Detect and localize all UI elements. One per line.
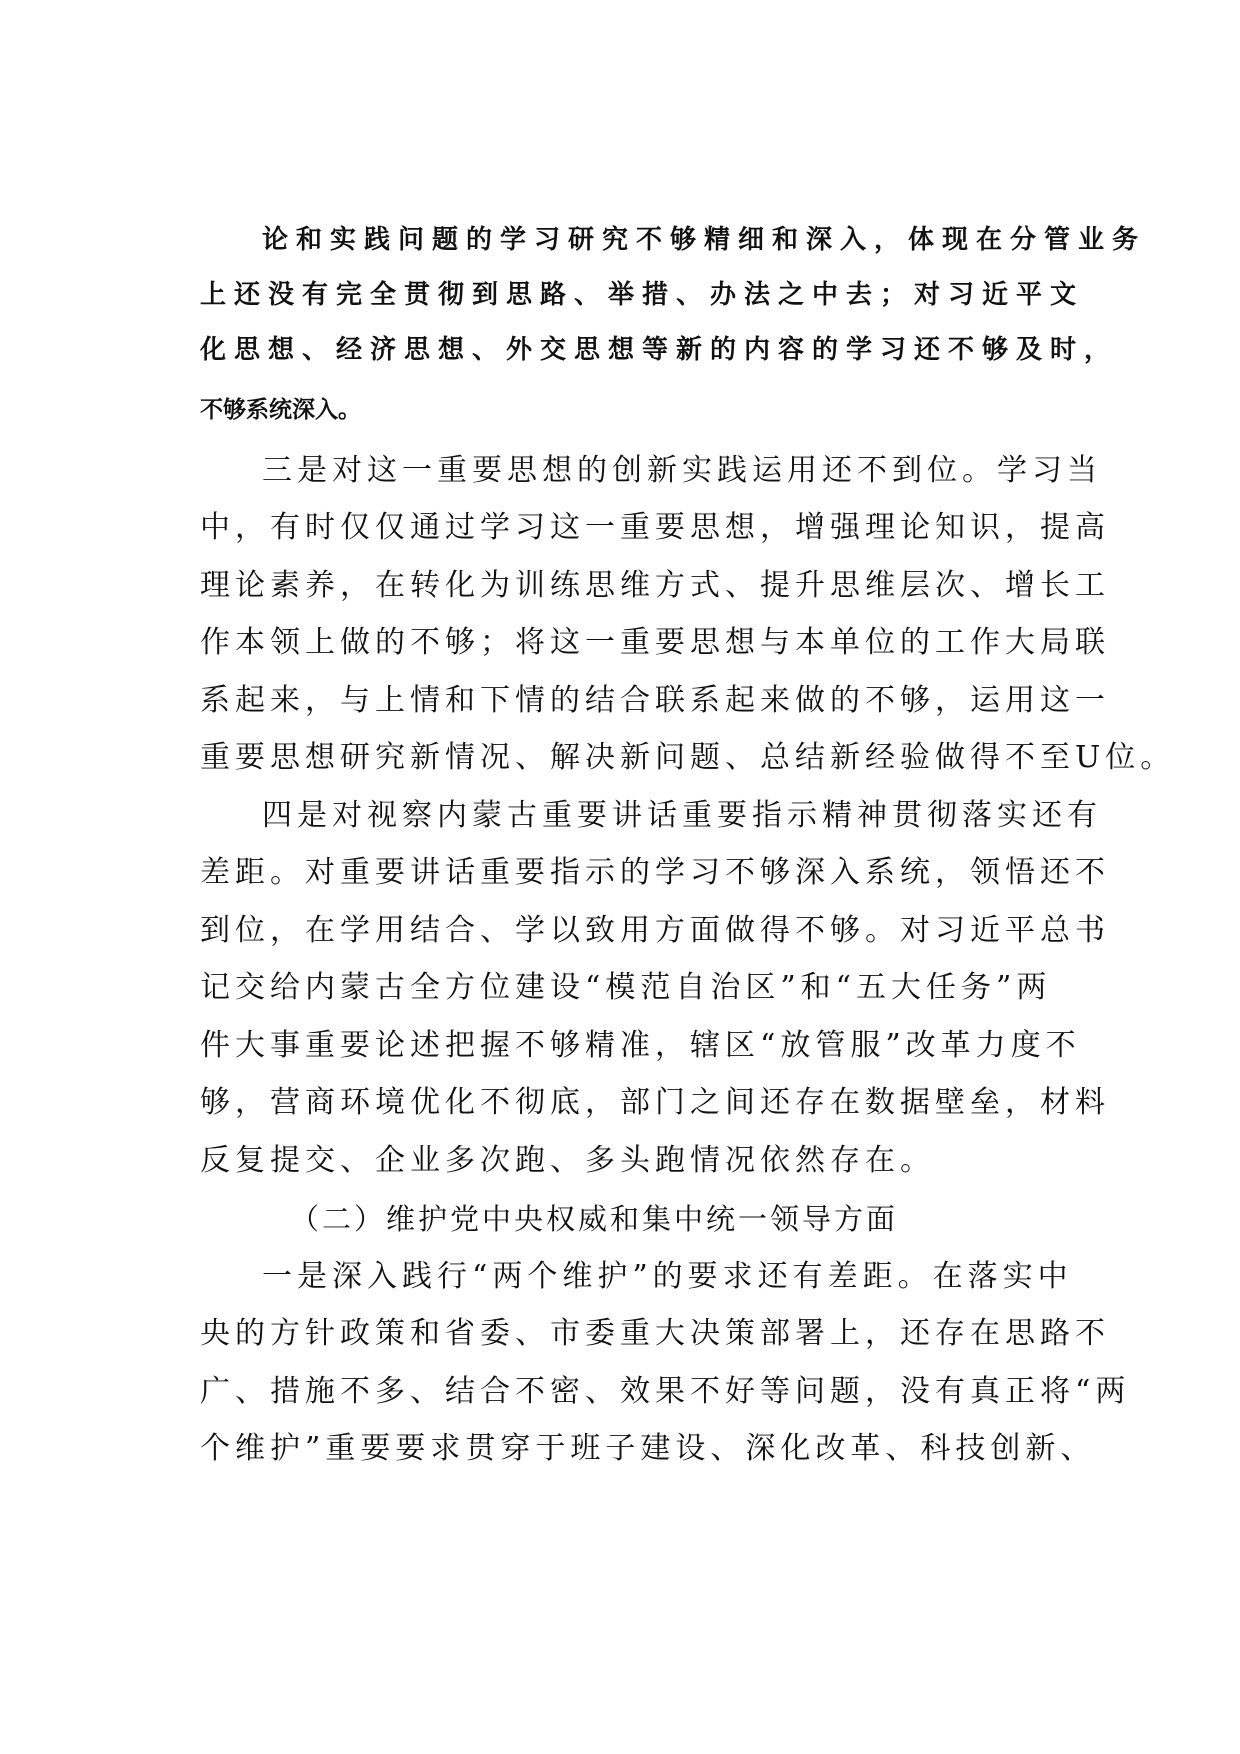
paragraph-2-line-1: 三是对这一重要思想的创新实践运用还不到位。学习当 bbox=[262, 453, 1102, 488]
paragraph-2-line-4: 作本领上做的不够；将这一重要思想与本单位的工作大局联 bbox=[200, 625, 1110, 660]
paragraph-3-line-3: 到位，在学用结合、学以致用方面做得不够。对习近平总书 bbox=[200, 913, 1110, 948]
paragraph-2-line-2: 中，有时仅仅通过学习这一重要思想，增强理论知识，提高 bbox=[200, 510, 1110, 545]
paragraph-3-line-7: 反复提交、企业多次跑、多头跑情况依然存在。 bbox=[200, 1143, 935, 1178]
paragraph-1-line-3: 化思想、经济思想、外交思想等新的内容的学习还不够及时， bbox=[200, 335, 1119, 365]
paragraph-3-line-6: 够，营商环境优化不彻底，部门之间还存在数据壁垒，材料 bbox=[200, 1085, 1110, 1120]
paragraph-2-line-3: 理论素养，在转化为训练思维方式、提升思维层次、增长工 bbox=[200, 568, 1110, 603]
paragraph-1-line-4: 不够系统深入。 bbox=[200, 397, 361, 423]
paragraph-4-line-1: 一是深入践行“两个维护”的要求还有差距。在落实中 bbox=[262, 1259, 1073, 1294]
paragraph-4-line-2: 央的方针政策和省委、市委重大决策部署上，还存在思路不 bbox=[200, 1316, 1110, 1351]
paragraph-2-line-5: 系起来，与上情和下情的结合联系起来做的不够，运用这一 bbox=[200, 683, 1110, 718]
paragraph-3-line-5: 件大事重要论述把握不够精准，辖区“放管服”改革力度不 bbox=[200, 1028, 1081, 1063]
section-heading: （二）维护党中央权威和集中统一领导方面 bbox=[290, 1202, 899, 1236]
paragraph-1-line-1: 论和实践问题的学习研究不够精细和深入，体现在分管业务 bbox=[262, 225, 1147, 255]
paragraph-3-line-2: 差距。对重要讲话重要指示的学习不够深入系统，领悟还不 bbox=[200, 855, 1110, 890]
paragraph-1-line-2: 上还没有完全贯彻到思路、举措、办法之中去；对习近平文 bbox=[200, 280, 1085, 310]
paragraph-2-line-6: 重要思想研究新情况、解决新问题、总结新经验做得不至U位。 bbox=[200, 740, 1176, 775]
paragraph-3-line-4: 记交给内蒙古全方位建设“模范自治区”和“五大任务”两 bbox=[200, 970, 1052, 1005]
paragraph-3-line-1: 四是对视察内蒙古重要讲话重要指示精神贯彻落实还有 bbox=[262, 798, 1102, 833]
paragraph-4-line-3: 广、措施不多、结合不密、效果不好等问题，没有真正将“两 bbox=[200, 1374, 1131, 1409]
paragraph-4-line-4: 个维护”重要要求贯穿于班子建设、深化改革、科技创新、 bbox=[200, 1431, 1096, 1466]
